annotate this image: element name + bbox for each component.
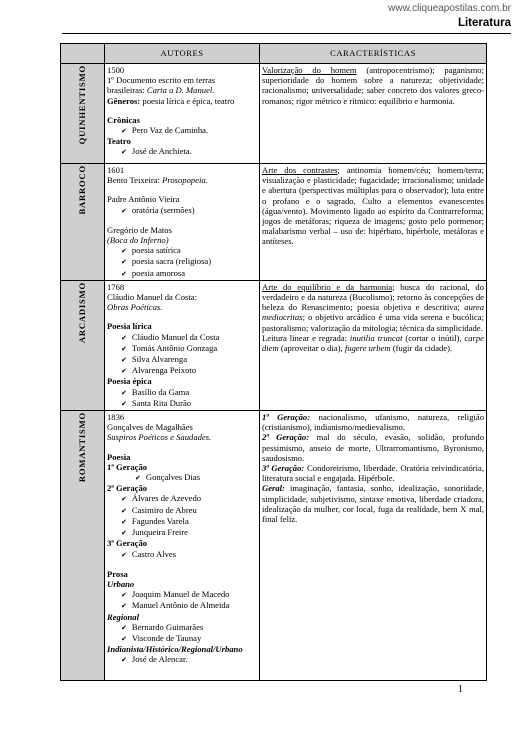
text: (aproveitar o dia), <box>278 343 345 354</box>
text: mal do século, evasão, solidão, profundo pessimismo, anseio de morte, Ultrarromantismo, Byronismo, saudosismo. <box>262 432 484 463</box>
year: 1768 <box>107 281 125 292</box>
footer-rule <box>62 680 460 681</box>
authors-cell <box>105 64 260 164</box>
text: ; o objetivo arcádico é uma vida serena e bucólica; pastoralismo; valorização da mitologia; técnica da simplicidade. <box>262 312 484 333</box>
table-header-row <box>61 44 487 64</box>
author-name: Gregório de Matos <box>107 224 172 235</box>
keyword: Arte dos contrastes <box>262 165 338 175</box>
author-item: ✔ Casimiro de Abreu <box>107 505 257 516</box>
row-romantismo <box>61 411 487 681</box>
text: nacionalismo, ufanismo, natureza, religião (cristianismo), indianismo/medievalismo. <box>262 412 484 433</box>
generation-label: 1ª Geração <box>107 461 148 472</box>
work-title: Carta a D. Manuel <box>146 85 213 96</box>
subgroup-label: Indianista/Histórico/Regional/Urbano <box>107 644 243 655</box>
period-cell <box>61 280 105 410</box>
row-arcadismo <box>61 280 487 410</box>
row-barroco <box>61 164 487 281</box>
group-label: Poesia <box>107 451 131 462</box>
author-item: ✔ Álvares de Azevedo <box>107 493 257 504</box>
author-item: ✔ Bernardo Guimarães <box>107 622 257 633</box>
work-title: Obras Poéticas. <box>107 302 163 313</box>
group-label: Poesia épica <box>107 376 152 387</box>
generation-label: 3ª Geração <box>107 538 148 549</box>
site-url: www.cliqueapostilas.com.br <box>388 3 511 14</box>
characteristics-cell <box>260 280 487 410</box>
author-item: ✔ Visconde de Taunay <box>107 633 257 644</box>
paragraph <box>262 432 484 463</box>
period-cell <box>61 164 105 281</box>
year: 1500 <box>107 65 125 75</box>
paragraph <box>262 463 484 483</box>
author-item: ✔ José de Anchieta. <box>107 146 257 157</box>
period-cell <box>61 411 105 681</box>
general-label: Geral: <box>262 483 285 494</box>
keyword: Arte do equilíbrio e da harmonia <box>262 281 393 292</box>
generation-label: 3ª Geração: <box>262 463 305 474</box>
authors-cell <box>105 164 260 281</box>
subgroup-label: Regional <box>107 611 139 622</box>
period-label: BARROCO <box>77 165 88 215</box>
text-line <box>107 85 257 95</box>
text: . <box>212 85 215 96</box>
author-item: ✔ Basílio da Gama <box>107 387 257 398</box>
group-label: Poesia lírica <box>107 321 152 332</box>
characteristics-cell <box>260 164 487 281</box>
authors-cell <box>105 411 260 681</box>
author-item: ✔ Castro Alves <box>107 549 257 560</box>
period-label: ROMANTISMO <box>77 412 88 483</box>
latin-term: inutilia truncat <box>349 332 403 343</box>
text-line <box>107 175 257 185</box>
group-label: Prosa <box>107 568 128 579</box>
paragraph <box>262 282 484 333</box>
row-quinhentismo <box>61 64 487 164</box>
paragraph <box>262 333 484 353</box>
header-rule <box>62 33 511 34</box>
author-item: ✔ Santa Rita Durão <box>107 398 257 409</box>
author-item: ✔ Gonçalves Dias <box>107 472 257 483</box>
work-title: Prosopopeia <box>162 175 206 186</box>
author-name: Padre Antônio Vieira <box>107 194 180 205</box>
text: Condoreirismo, liberdade. Oratória reivindicatória, literatura social e engajada. Hipérbole. <box>262 463 484 484</box>
text: Bento Teixeira: <box>107 175 163 186</box>
text-line: 1º Documento escrito em terras <box>107 75 216 86</box>
text: ; busca do racional, do verdadeiro e da natureza (Bucolismo); retorno às concepções de beleza do Renascimento; poesia objetiva e descritiva; <box>262 281 484 313</box>
author-item: ✔ poesia satírica <box>107 245 257 256</box>
generation-label: 1ª Geração: <box>262 412 311 423</box>
group-label: Crônicas <box>107 114 140 125</box>
work-title: Suspiros Poéticos e Saudades. <box>107 432 212 443</box>
characteristics-cell <box>260 411 487 681</box>
text: Leitura linear e regrada: <box>262 332 350 343</box>
text: (antropocentrismo); paganismo; superioridade do homem sobre a natureza; objetividade; racionalismo; universalidade; saber concreto dos valores greco-romanos; rigor métrico e rítmico: equilíbrio e harmonia. <box>262 65 484 106</box>
subject-title: Literatura <box>457 17 511 29</box>
period-label: ARCADISMO <box>77 281 88 343</box>
latin-term: carpe diem <box>262 332 484 354</box>
author-item: ✔ Pero Vaz de Caminha. <box>107 125 257 136</box>
header-corner <box>61 44 105 64</box>
group-label: Teatro <box>107 136 131 147</box>
author-item: ✔ poesia amorosa <box>107 268 257 279</box>
text: brasileiras: <box>107 85 147 96</box>
keyword: Valorização do homem <box>262 65 357 75</box>
author-item: ✔ poesia sacra (religiosa) <box>107 256 257 267</box>
text: (cortar o inútil), <box>402 332 465 343</box>
paragraph <box>262 412 484 432</box>
author-item: ✔ Fagundes Varela <box>107 516 257 527</box>
author-item: ✔ Junqueira Freire <box>107 527 257 538</box>
paragraph <box>262 483 484 524</box>
latin-term: fugere urbem <box>344 343 391 354</box>
author-item: ✔ Alvarenga Peixoto <box>107 365 257 376</box>
text-line <box>107 96 257 106</box>
year: 1601 <box>107 165 125 175</box>
author-item: ✔ Manuel Antônio de Almeida <box>107 600 257 611</box>
author-item: ✔ oratória (sermões) <box>107 205 257 216</box>
page-number: 1 <box>458 684 463 695</box>
year: 1836 <box>107 412 125 423</box>
author-item: ✔ Joaquim Manuel de Macedo <box>107 589 257 600</box>
text-line: Cláudio Manuel da Costa: <box>107 292 197 303</box>
period-label: QUINHENTISMO <box>77 65 88 145</box>
header-characteristics: CARACTERÍSTICAS <box>260 44 487 64</box>
characteristics-cell <box>260 64 487 164</box>
nickname: (Boca do Inferno) <box>107 235 169 246</box>
text: (fugir da cidade). <box>390 343 453 354</box>
author-item: ✔ Silva Alvarenga <box>107 354 257 365</box>
text-line: Gonçalves de Magalhães <box>107 422 193 433</box>
authors-cell <box>105 280 260 410</box>
period-cell <box>61 64 105 164</box>
author-item: ✔ Cláudio Manuel da Costa <box>107 332 257 343</box>
subgroup-label: Urbano <box>107 578 135 589</box>
generation-label: 2ª Geração <box>107 483 148 494</box>
text: ; antinomia homem/céu; homem/terra; visualização e plasticidade; fugacidade; irracionalismo; unidade e abertura (perspectivas múltiplas para o observador); luta entre o profano e o sagrado. Culto a elementos evanescentes (água/vento). Movimento ligado ao espírito da Contrarreforma; jogos de metáforas; riqueza de imagens; gosto pelo pormenor; malabarismo verbal – uso de: hipérbato, hipérbole, metáforas e antíteses. <box>262 165 484 247</box>
text: poesia lírica e épica, teatro <box>140 95 235 106</box>
header-authors: AUTORES <box>105 44 260 64</box>
text: imaginação, fantasia, sonho, idealização, sonoridade, simplicidade, subjetivismo, sintaxe emotiva, liberdade criadora, idealização da mulher, cor local, fuga da realidade, bem X mal, final feliz. <box>262 483 484 525</box>
generation-label: 2ª Geração: <box>262 432 310 443</box>
text: . <box>205 175 208 186</box>
author-item: ✔ Tomás Antônio Gonzaga <box>107 343 257 354</box>
author-item: ✔ José de Alencar. <box>107 654 257 665</box>
literature-table <box>60 43 487 681</box>
label: Gêneros: <box>107 95 141 106</box>
latin-term: aurea mediocritas <box>262 302 484 323</box>
